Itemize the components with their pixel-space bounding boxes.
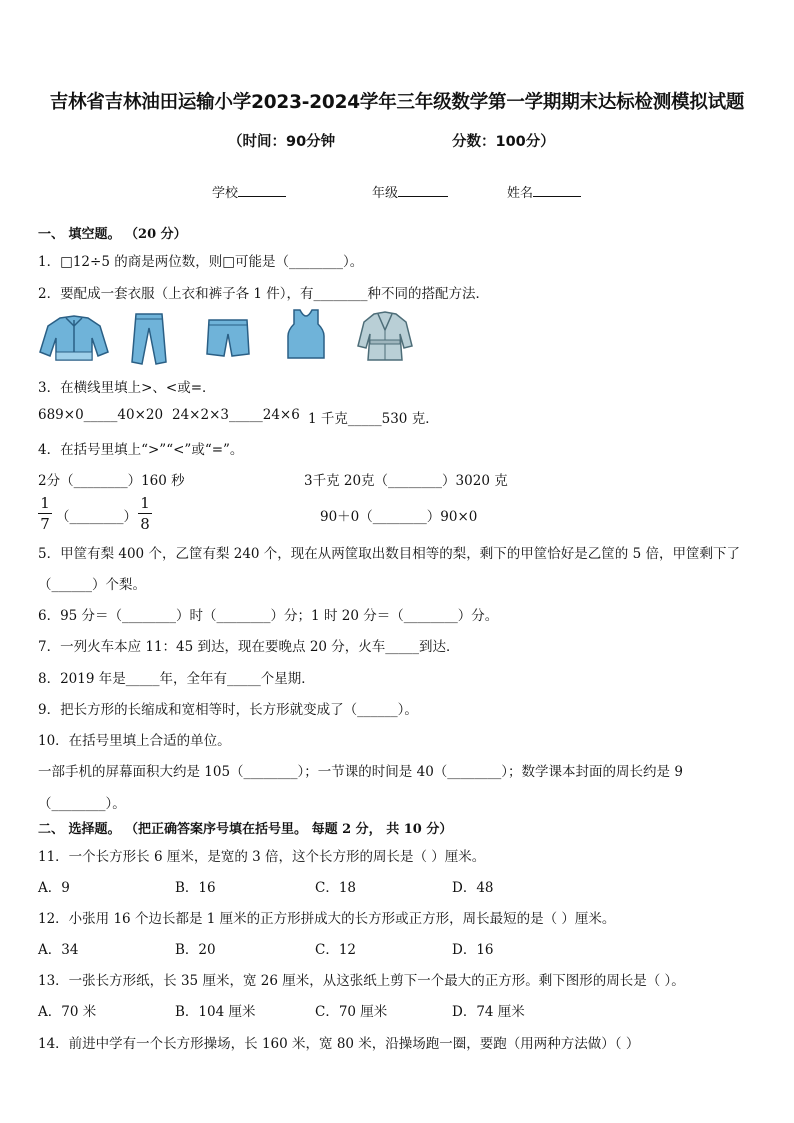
fraction-one-seventh: [38, 494, 52, 533]
trousers-icon: [128, 312, 170, 366]
vest-icon: [286, 308, 326, 360]
fraction-numerator: 1: [40, 494, 50, 512]
question-11: 11．一个长方形长 6 厘米，是宽的 3 倍，这个长方形的周长是（ ）厘米。: [38, 849, 486, 865]
fraction-compare-blank: （________）: [56, 509, 137, 525]
q11-option-b: B．16: [175, 880, 216, 896]
grade-blank: [398, 182, 448, 197]
question-6: 6．95 分＝（________）时（________）分；1 时 20 分＝（________）分。: [38, 608, 499, 624]
q11-option-a: A．9: [38, 880, 70, 896]
question-1: 1．□12÷5 的商是两位数，则□可能是（________）。: [38, 254, 364, 270]
name-label: 姓名: [507, 186, 534, 201]
q12-option-b: B．20: [175, 942, 216, 958]
question-8: 8．2019 年是_____年，全年有_____个星期．: [38, 671, 315, 687]
question-4: 4．在括号里填上“>”“<”或“=”。: [38, 442, 244, 458]
grade-label: 年级: [372, 186, 399, 201]
question-12: 12．小张用 16 个边长都是 1 厘米的正方形拼成大的长方形或正方形，周长最短的是（ ）厘米。: [38, 911, 616, 927]
page-title: 吉林省吉林油田运输小学2023-2024学年三年级数学第一学期期末达标检测模拟试题: [49, 92, 745, 113]
question-10-line-1: 一部手机的屏幕面积大约是 105（________）；一节课的时间是 40（________）；数学课本封面的周长约是 9: [38, 764, 683, 780]
question-3: 3．在横线里填上>、<或=．: [38, 380, 216, 396]
section-1-heading: 一、 填空题。 （20 分）: [38, 227, 187, 242]
fraction-numerator: 1: [140, 494, 150, 512]
question-4a: 2分（________）160 秒: [38, 473, 185, 489]
question-3c: 1 千克_____530 克．: [308, 411, 439, 427]
q12-option-d: D．16: [452, 942, 494, 958]
name-blank: [533, 182, 581, 197]
fraction-denominator: 8: [140, 515, 150, 533]
school-blank: [238, 182, 286, 197]
coat-icon: [356, 310, 414, 362]
question-10-line-2: （________）。: [38, 796, 126, 812]
q13-option-d: D．74 厘米: [452, 1004, 525, 1020]
q11-option-d: D．48: [452, 880, 494, 896]
school-label: 学校: [212, 186, 239, 201]
question-2: 2．要配成一套衣服（上衣和裤子各 1 件），有________种不同的搭配方法．: [38, 286, 490, 302]
question-14: 14．前进中学有一个长方形操场，长 160 米，宽 80 米，沿操场跑一圈，要跑（用两种方法做）（ ）: [38, 1036, 640, 1052]
section-2-heading: 二、 选择题。 （把正确答案序号填在括号里。 每题 2 分， 共 10 分）: [38, 822, 453, 837]
question-10: 10．在括号里填上合适的单位。: [38, 733, 231, 749]
q13-option-c: C．70 厘米: [315, 1004, 388, 1020]
question-9: 9．把长方形的长缩成和宽相等时，长方形就变成了（______）。: [38, 702, 418, 718]
question-5-line-1: 5．甲筐有梨 400 个，乙筐有梨 240 个，现在从两筐取出数目相等的梨，剩下的甲筐恰好是乙筐的 5 倍，甲筐剩下了: [38, 546, 740, 562]
question-3a: 689×0_____40×20: [38, 407, 164, 423]
q13-option-b: B．104 厘米: [175, 1004, 256, 1020]
question-13: 13．一张长方形纸，长 35 厘米，宽 26 厘米，从这张纸上剪下一个最大的正方形。剩下图形的周长是（ ）。: [38, 973, 685, 989]
fraction-denominator: 7: [40, 515, 50, 533]
question-4d: 90＋0（________）90×0: [320, 509, 478, 525]
fraction-one-eighth: [138, 494, 152, 533]
q13-option-a: A．70 米: [38, 1004, 97, 1020]
school-field: [212, 182, 286, 201]
question-4b: 3千克 20克（________）3020 克: [304, 473, 508, 489]
question-3b: 24×2×3_____24×6: [172, 407, 300, 423]
grade-field: [372, 182, 448, 201]
name-field: [507, 182, 581, 201]
q12-option-c: C．12: [315, 942, 357, 958]
question-7: 7．一列火车本应 11：45 到达，现在要晚点 20 分，火车_____到达．: [38, 639, 460, 655]
exam-time: （时间：90分钟: [228, 134, 336, 150]
shorts-icon: [205, 318, 251, 358]
q11-option-c: C．18: [315, 880, 357, 896]
question-5-line-2: （______）个梨。: [38, 577, 146, 593]
q12-option-a: A．34: [38, 942, 79, 958]
exam-score: 分数：100分）: [452, 134, 555, 150]
jacket-icon: [38, 312, 110, 364]
